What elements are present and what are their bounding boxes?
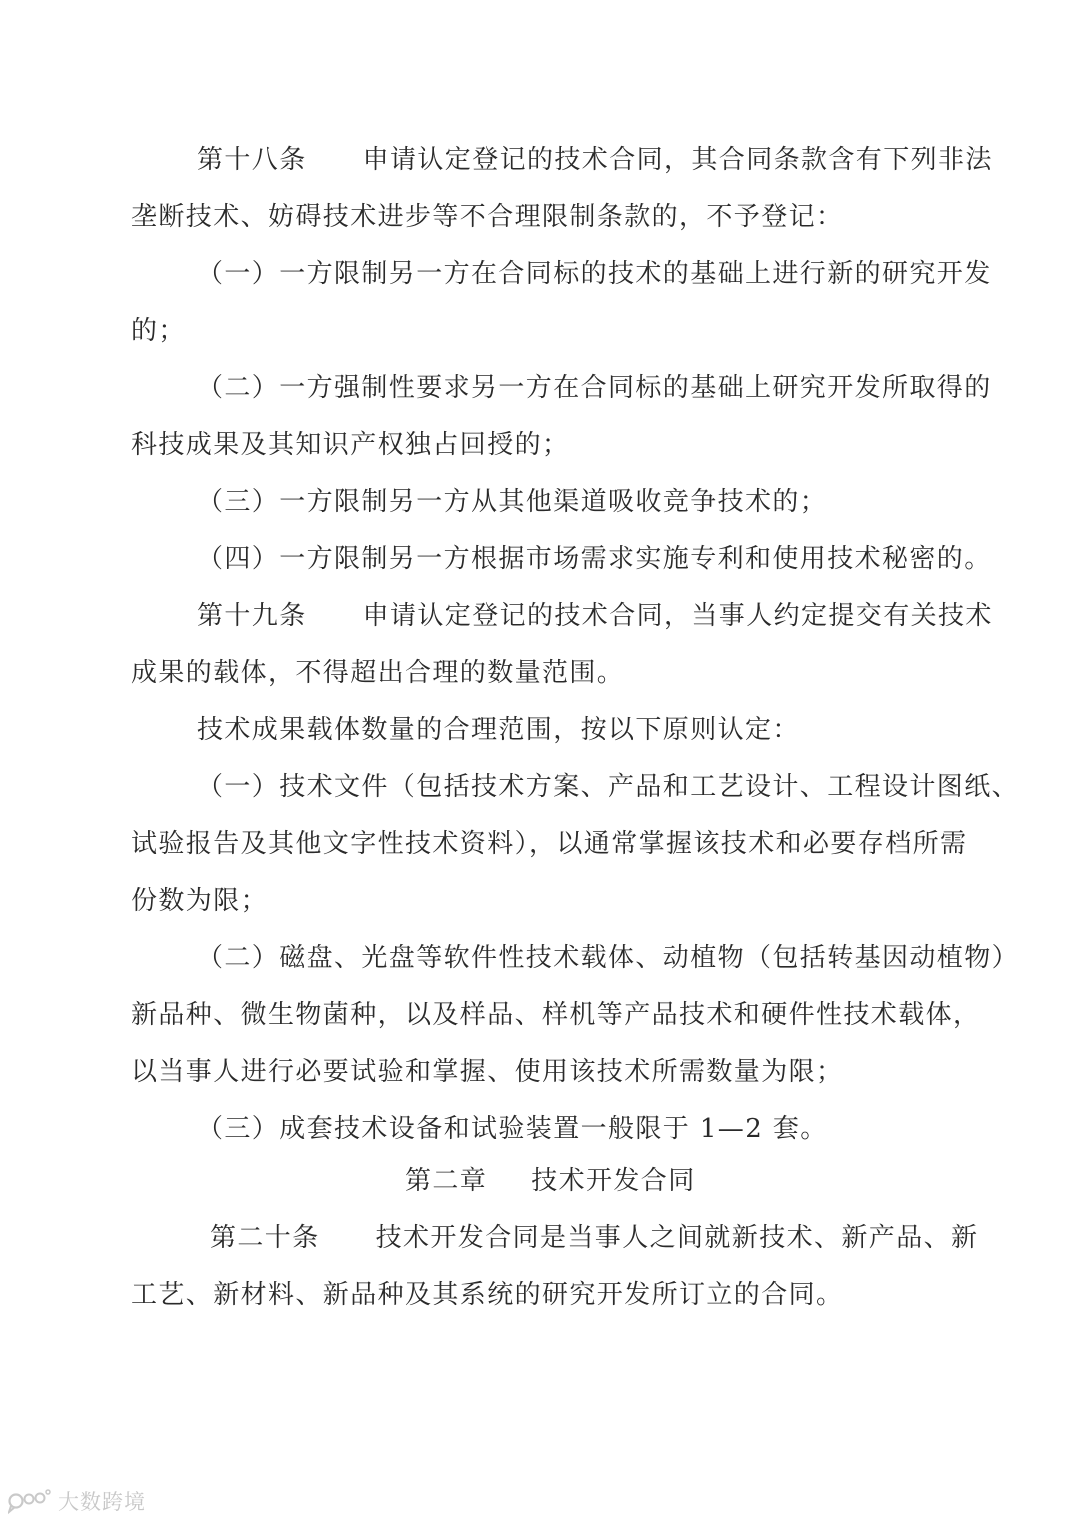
article-18-text-line1: 申请认定登记的技术合同，其合同条款含有下列非法 xyxy=(362,145,993,175)
chapter-heading xyxy=(405,1163,696,1199)
bubble-logo-icon xyxy=(8,1486,52,1516)
article-20-text-line1: 技术开发合同是当事人之间就新技术、新产品、新 xyxy=(375,1223,979,1253)
article-20-text-line2: 工艺、新材料、新品种及其系统的研究开发所订立的合同。 xyxy=(131,1280,844,1310)
article-18-text-line2: 垄断技术、妨碍技术进步等不合理限制条款的，不予登记： xyxy=(131,202,844,232)
article-18-item4: （四）一方限制另一方根据市场需求实施专利和使用技术秘密的。 xyxy=(197,544,992,574)
article-19-text-line2: 成果的载体，不得超出合理的数量范围。 xyxy=(131,658,625,688)
article-19-intro: 技术成果载体数量的合理范围，按以下原则认定： xyxy=(197,715,800,745)
article-19-item1-line2: 试验报告及其他文字性技术资料），以通常掌握该技术和必要存档所需 xyxy=(131,829,968,859)
article-18-item1-line1: （一）一方限制另一方在合同标的技术的基础上进行新的研究开发 xyxy=(197,259,992,289)
chapter-title: 技术开发合同 xyxy=(531,1166,696,1196)
article-18-item2-line1: （二）一方强制性要求另一方在合同标的基础上研究开发所取得的 xyxy=(197,373,992,403)
article-18-item2-line2: 科技成果及其知识产权独占回授的； xyxy=(131,430,570,460)
watermark xyxy=(8,1484,146,1518)
article-20-first-line xyxy=(210,1220,978,1256)
watermark-text: 大数跨境 xyxy=(58,1490,146,1514)
article-19-item1-line1: （一）技术文件（包括技术方案、产品和工艺设计、工程设计图纸、 xyxy=(197,772,1020,802)
article-20-number: 第二十条 xyxy=(210,1223,320,1253)
article-19-number: 第十九条 xyxy=(197,601,307,631)
article-19-item2-line1: （二）磁盘、光盘等软件性技术载体、动植物（包括转基因动植物） xyxy=(197,943,1020,973)
article-19-first-line xyxy=(197,598,993,634)
article-18-first-line xyxy=(197,142,993,178)
article-18-item3: （三）一方限制另一方从其他渠道吸收竞争技术的； xyxy=(197,487,828,517)
article-19-item1-line3: 份数为限； xyxy=(131,886,269,916)
article-18-item1-line2: 的； xyxy=(131,316,186,346)
chapter-number: 第二章 xyxy=(405,1166,488,1196)
article-18-number: 第十八条 xyxy=(197,145,307,175)
article-19-item2-line3: 以当事人进行必要试验和掌握、使用该技术所需数量为限； xyxy=(131,1057,844,1087)
article-19-text-line1: 申请认定登记的技术合同，当事人约定提交有关技术 xyxy=(362,601,993,631)
article-19-item3: （三）成套技术设备和试验装置一般限于 1—2 套。 xyxy=(197,1114,828,1144)
article-19-item2-line2: 新品种、微生物菌种，以及样品、样机等产品技术和硬件性技术载体， xyxy=(131,1000,981,1030)
